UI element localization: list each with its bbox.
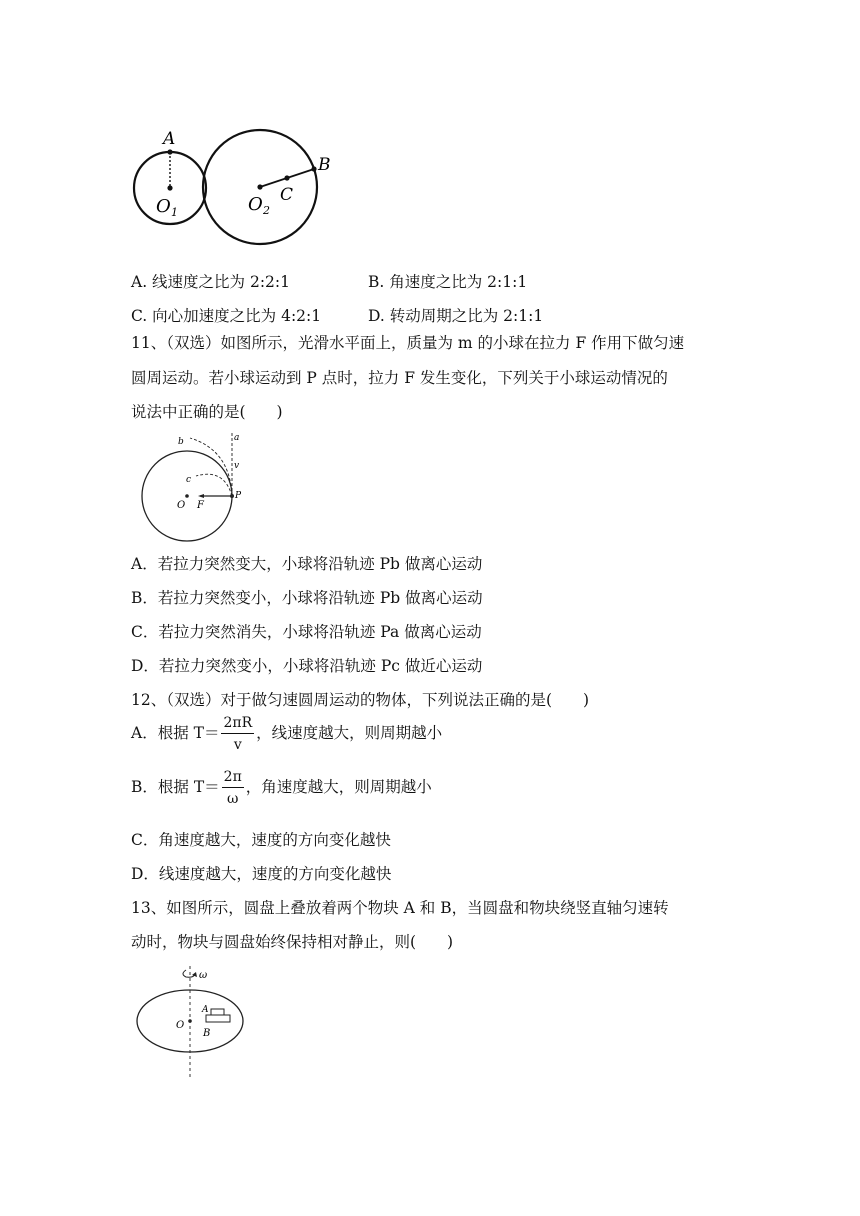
q12-option-c: C．角速度越大，速度的方向变化越快 <box>131 831 391 849</box>
fraction-denominator: v <box>233 737 242 753</box>
q12-option-a-suffix: ，线速度越大，则周期越小 <box>256 724 443 742</box>
point-O1 <box>167 185 172 190</box>
label-O: O <box>176 1020 185 1031</box>
label-b: b <box>178 437 184 447</box>
point-C <box>284 175 289 180</box>
label-B: B <box>203 1028 211 1039</box>
q12-option-b-fraction <box>222 770 244 806</box>
rotation-arrow <box>183 970 195 977</box>
fraction-numerator: 2πR <box>223 715 253 731</box>
fraction-numerator: 2π <box>223 769 242 785</box>
q12-stem: 12、（双选）对于做匀速圆周运动的物体，下列说法正确的是( ) <box>131 691 590 709</box>
point-B <box>311 166 316 171</box>
q11-option-b: B．若拉力突然变小，小球将沿轨迹 Pb 做离心运动 <box>131 589 483 607</box>
label-O2: O <box>248 194 263 215</box>
path-b <box>190 438 232 496</box>
point-O2 <box>257 184 262 189</box>
point-P <box>230 494 234 498</box>
q12-option-d: D．线速度越大，速度的方向变化越快 <box>131 865 392 883</box>
label-F: F <box>197 500 204 511</box>
label-omega: ω <box>199 970 208 981</box>
disc-center-O <box>188 1019 192 1023</box>
label-O1-sub: 1 <box>171 206 178 219</box>
q10-option-b: B. 角速度之比为 2:1:1 <box>368 273 528 291</box>
q12-option-a <box>131 716 442 752</box>
label-O2-sub: 2 <box>263 204 270 217</box>
q11-option-a: A．若拉力突然变大，小球将沿轨迹 Pb 做离心运动 <box>131 555 483 573</box>
q10-gear-figure <box>128 112 348 252</box>
q12-option-b-prefix: B．根据 T＝ <box>131 778 220 796</box>
q13-stem-line1: 13、如图所示，圆盘上叠放着两个物块 A 和 B，当圆盘和物块绕竖直轴匀速转 <box>131 899 669 917</box>
label-C: C <box>280 185 294 205</box>
q10-option-a: A. 线速度之比为 2:2:1 <box>131 273 291 291</box>
block-B <box>206 1015 230 1022</box>
q12-option-a-fraction <box>221 716 254 752</box>
label-O: O <box>177 500 186 511</box>
q11-option-d: D．若拉力突然变小，小球将沿轨迹 Pc 做近心运动 <box>131 657 483 675</box>
q12-option-b <box>131 770 432 806</box>
block-A <box>211 1009 224 1015</box>
label-v: v <box>234 461 240 471</box>
q13-stem-line2: 动时，物块与圆盘始终保持相对静止，则( ) <box>131 933 454 951</box>
label-a: a <box>234 433 240 443</box>
force-F-arrowhead <box>198 494 204 498</box>
q13-disc-figure <box>134 962 254 1084</box>
q11-stem-line1: 11、（双选）如图所示，光滑水平面上，质量为 m 的小球在拉力 F 作用下做匀速 <box>131 334 685 352</box>
path-c <box>196 474 232 496</box>
label-O1: O <box>156 196 171 217</box>
label-A: A <box>202 1005 209 1015</box>
point-A <box>167 149 172 154</box>
q11-option-c: C．若拉力突然消失，小球将沿轨迹 Pa 做离心运动 <box>131 623 482 641</box>
label-A: A <box>163 129 176 149</box>
point-O <box>185 494 189 498</box>
q10-option-d: D. 转动周期之比为 2:1:1 <box>368 307 544 325</box>
q12-option-a-prefix: A．根据 T＝ <box>131 724 220 742</box>
q10-option-c: C. 向心加速度之比为 4:2:1 <box>131 307 322 325</box>
q11-stem-line3: 说法中正确的是( ) <box>131 403 283 421</box>
q11-stem-line2: 圆周运动。若小球运动到 P 点时，拉力 F 发生变化，下列关于小球运动情况的 <box>131 369 668 387</box>
fraction-denominator: ω <box>227 791 239 807</box>
label-c: c <box>186 475 192 485</box>
q12-option-b-suffix: ，角速度越大，则周期越小 <box>245 778 432 796</box>
label-B: B <box>318 155 331 175</box>
label-P: P <box>235 491 242 501</box>
q11-circular-motion-figure <box>140 428 260 544</box>
